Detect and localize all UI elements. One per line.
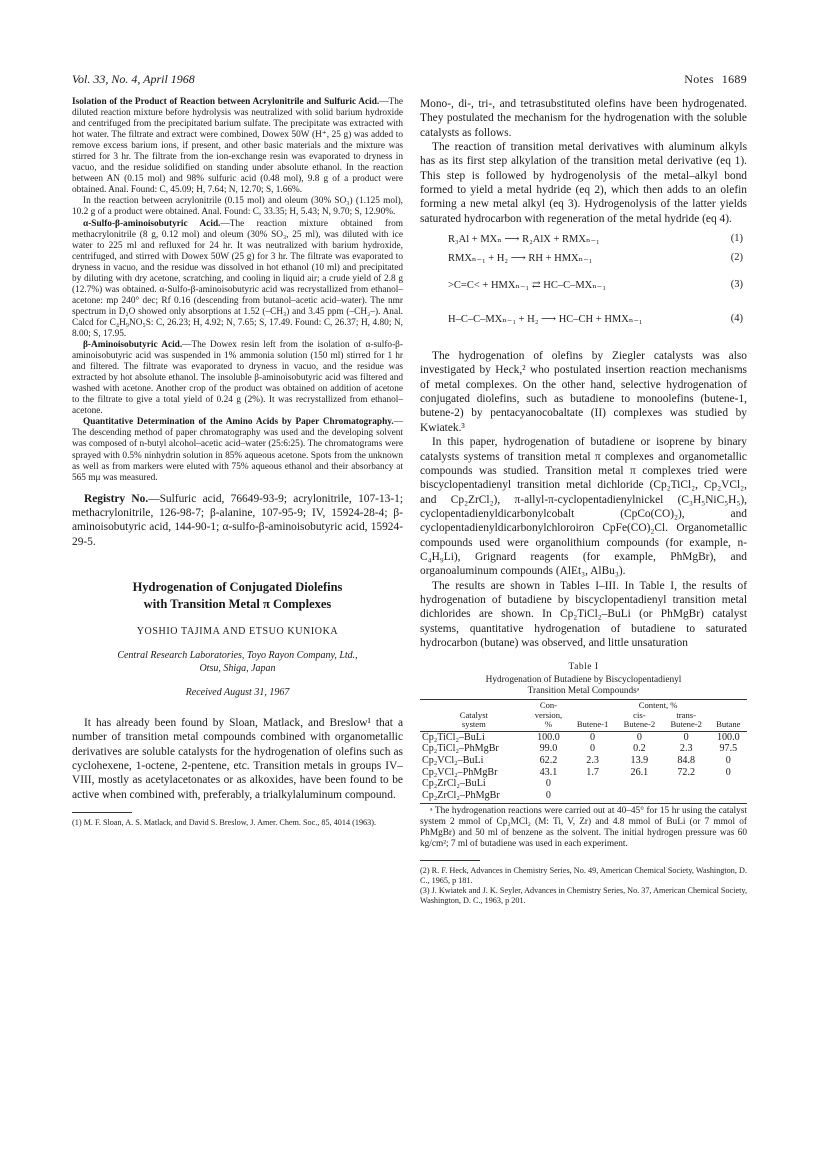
- column-header: cis-: [633, 709, 646, 720]
- equation-number: (1): [730, 233, 743, 245]
- page-number: 1689: [721, 72, 747, 86]
- equation-expression: >C=C< + HMXₙ₋₁ ⇄ HC–C–MXₙ₋₁: [448, 280, 606, 292]
- column-header: Butene-1: [569, 720, 616, 731]
- paragraph-text: —The Dowex resin left from the isolation of α-sulfo-β-aminoisobutyric acid was suspended in 1% ammonia solution (150 ml) stirred for 1 hr and filtered. The filtrate was evaporated to dryness in vacuo, and the residue was extracted by hot absolute ethanol. The insoluble β-aminoisobutyric acid was filtered and washed with acetone. Another crop of the product was obtained on addition of acetone to the filtrate to give a total yield of 0.24 g (2%). It was recrystallized from ethanol–acetone.: [72, 340, 403, 417]
- table-cell: 97.5: [719, 743, 738, 755]
- authors: YOSHIO TAJIMA AND ETSUO KUNIOKA: [136, 626, 339, 638]
- footnote-rule: [420, 860, 480, 861]
- article-title: [72, 579, 403, 613]
- paragraph-text: —The diluted reaction mixture before hydrolysis was neutralized with solid barium hydroxide and centrifuged from the precipitated barium sulfate. The precipitate was extracted with hot water. The filtrate and extract were combined, Dowex 50W (H⁺, 25 g) was added to remove excess barium ions, if present, and other basic materials and the mixture was stirred for 3 hr. The filtrate from the ion-exchange resin was evaporated to dryness in vacuo, and the residue solidified on standing under absolute ethanol. In the reaction between AN (0.15 mol) and 98% sulfuric acid (0.48 mol), 9.8 g of a product were obtained. Anal. Found: C, 45.09; H, 7.64; N, 12.70; S, 1.66%.: [72, 97, 403, 196]
- table-body: [420, 731, 747, 801]
- experimental-paragraph: [72, 97, 403, 196]
- table-cell: [616, 790, 663, 802]
- table-cell: 0: [683, 731, 689, 743]
- table-cell: 0: [725, 766, 731, 778]
- affiliation-line: Otsu, Shiga, Japan: [199, 663, 276, 675]
- equation: [420, 271, 747, 305]
- table-cell: 43.1: [539, 766, 558, 778]
- table-label: Table I: [568, 662, 599, 673]
- section-name: Notes: [684, 72, 714, 86]
- footnote-3: (3) J. Kwiatek and J. K. Seyler, Advances in Chemistry Series, No. 37, American Chemical Society, Washington, D. C., 1963, p 201.: [420, 886, 747, 906]
- table-cell: 13.9: [630, 755, 649, 766]
- table-cell: 72.2: [677, 766, 696, 778]
- table-cell: [663, 790, 710, 802]
- received-date: Received August 31, 1967: [185, 687, 290, 699]
- column-header: Catalyst: [459, 709, 488, 720]
- experimental-paragraph: [72, 340, 403, 417]
- paragraph-text: —The reaction mixture obtained from methacrylonitrile (8 g, 0.12 mol) and oleum (30% SO₃, 25 ml), was diluted with ice water to 225 ml and refluxed for 24 hr. It was neutralized with barium hydroxide, centrifuged, and stirred with Dowex 50W (25 g) for 3 hr. The filtrate was evaporated to dryness in vacuo, and the residue was dissolved in hot ethanol (10 ml) and precipitated by diluting with dry acetone, scratching, and cooling in liquid air; a crude yield of 2.8 g (12.7%) was obtained. α-Sulfo-β-aminoisobutyric acid was recrystallized from ethanol–acetone: mp 240° dec; Rf 0.16 (descending from butanol–acetic acid–water). The nmr spectrum in D₂O showed only absorptions at 1.52 (–CH₃) and 3.45 ppm (–CH₂–). Anal. Calcd for C₄H₉NO₅S: C, 26.23; H, 4.92; N, 7.65; S, 17.49. Found: C, 26.37; H, 4.80; N, 8.00; S, 17.95.: [72, 218, 403, 339]
- journal-volume: Vol. 33, No. 4, April 1968: [72, 72, 195, 86]
- table-cell: 0: [636, 731, 642, 743]
- table-cell: 62.2: [539, 755, 558, 766]
- equation-expression: RMXₙ₋₁ + H₂ ⟶ RH + HMXₙ₋₁: [448, 253, 593, 265]
- section-and-page: [684, 72, 747, 87]
- column-header: trans-: [676, 709, 696, 720]
- table-cell: Cp₂ZrCl₂–PhMgBr: [422, 789, 500, 801]
- experimental-section: [72, 97, 403, 484]
- footnote-rule: [72, 812, 132, 813]
- registry-label: Registry No.: [84, 492, 149, 505]
- table-row: [420, 767, 747, 779]
- body-paragraph: The reaction of transition metal derivatives with aluminum alkyls has as its first step alkylation of the transition metal derivative (eq 1). This step is followed by hydrogenolysis of the metal–alkyl bond formed to yield a metal hydride (eq 2), which then adds to an olefin forming a new metal alkyl (eq 3). Hydrogenolysis of the latter yields saturated hydrocarbon with regeneration of the metal hydride (eq 4).: [420, 141, 747, 225]
- table-cell: 0: [545, 789, 551, 801]
- table-caption: [420, 675, 747, 697]
- column-header: %: [528, 720, 569, 731]
- table-1: [420, 662, 747, 850]
- table-cell: 0: [545, 778, 551, 790]
- body-paragraph: Mono-, di-, tri-, and tetrasubstituted olefins have been hydrogenated. They postulated the mechanism for the hydrogenation with the soluble catalysts as follows.: [420, 98, 747, 139]
- equations-block: [420, 233, 747, 339]
- column-header: system: [420, 720, 528, 731]
- table-caption-line: Transition Metal Compoundsᵃ: [527, 686, 640, 697]
- article-title-line: with Transition Metal π Complexes: [143, 597, 332, 612]
- table-cell: 0: [590, 731, 596, 743]
- equation-expression: H–C–C–MXₙ₋₁ + H₂ ⟶ HC–CH + HMXₙ₋₁: [448, 314, 643, 326]
- run-in-heading: α-Sulfo-β-aminoisobutyric Acid.: [83, 218, 221, 229]
- table-cell: Cp₂ZrCl₂–BuLi: [422, 778, 486, 790]
- run-in-heading: Quantitative Determination of the Amino Acids by Paper Chromatography.: [83, 417, 394, 428]
- experimental-paragraph: [72, 417, 403, 483]
- body-paragraph: In this paper, hydrogenation of butadiene or isoprene by binary catalysts systems of transition metal π complexes and organometallic compounds was studied. Transition metal π complexes tried were biscyclopentadienyl transition metal dichloride (Cp₂TiCl₂, Cp₂VCl₂, and Cp₂ZrCl₂), π-allyl-π-cyclopentadienylnickel (C₃H₅NiC₅H₅), cyclopentadienyldicarbonylcobalt (CpCo(CO)₂), and cyclopentadienyldicarbonylchloroiron CpFe(CO)₂Cl. Organometallic compounds used were organolithium compounds (for example, n-C₄H₉Li), Grignard reagents (for example, PhMgBr), and organoaluminum compounds (AlEt₃, AlBu₃).: [420, 436, 747, 578]
- paragraph-text: In the reaction between acrylonitrile (0.15 mol) and oleum (30% SO₃) (1.125 mol), 10.2 g of a product were obtained. Anal. Found: C, 33.35; H, 5.43; N, 9.70; S, 12.90%.: [72, 196, 403, 218]
- affiliation-line: Central Research Laboratories, Toyo Rayon Company, Ltd.,: [117, 650, 358, 662]
- run-in-heading: Isolation of the Product of Reaction between Acrylonitrile and Sulfuric Acid.: [72, 97, 380, 107]
- table-cell: 0: [725, 755, 731, 766]
- equation: [420, 305, 747, 339]
- intro-paragraph: It has already been found by Sloan, Matlack, and Breslow¹ that a number of transition metal compounds combined with organometallic derivatives are soluble catalysts for the hydrogenation of olefins such as cyclohexene, 1-octene, 2-pentene, etc. Transition metals in groups IV–VIII, mostly as acetylacetonates or as alkoxides, have been found to be active when combined with, preferably, a trialkylaluminum compound.: [72, 717, 403, 801]
- table-cell: Cp₂VCl₂–BuLi: [422, 755, 484, 766]
- table-cell: 0.2: [633, 743, 646, 755]
- equation-number: (2): [730, 252, 743, 264]
- table-cell: 1.7: [586, 766, 599, 778]
- run-in-heading: β-Aminoisobutyric Acid.: [83, 340, 183, 351]
- footnote-2: (2) R. F. Heck, Advances in Chemistry Series, No. 49, American Chemical Society, Washington, D. C., 1965, p 181.: [420, 866, 747, 886]
- table-cell: [569, 778, 616, 790]
- table-cell: [569, 790, 616, 802]
- table-header-row: [420, 720, 747, 731]
- data-table: [420, 699, 747, 801]
- equation-expression: R₃Al + MXₙ ⟶ R₂AlX + RMXₙ₋₁: [448, 234, 600, 246]
- table-cell: 26.1: [630, 766, 649, 778]
- running-header: [72, 72, 747, 88]
- experimental-paragraph: [72, 219, 403, 341]
- table-cell: [710, 790, 747, 802]
- equation: [420, 233, 747, 252]
- table-cell: 0: [590, 743, 596, 755]
- table-cell: [616, 778, 663, 790]
- column-group-header: Content, %: [569, 700, 747, 711]
- table-row: [420, 778, 747, 790]
- table-cell: 100.0: [716, 731, 740, 743]
- table-cell: 2.3: [679, 743, 693, 755]
- table-caption-line: Hydrogenation of Butadiene by Biscyclopentadienyl: [485, 675, 682, 686]
- table-cell: 100.0: [537, 731, 560, 743]
- table-cell: 84.8: [677, 755, 696, 766]
- footnote-1: (1) M. F. Sloan, A. S. Matlack, and David S. Breslow, J. Amer. Chem. Soc., 85, 4014 (1963).: [72, 818, 377, 828]
- table-row: [420, 743, 747, 755]
- equation-number: (3): [730, 279, 743, 291]
- table-footnote-text: ᵃ The hydrogenation reactions were carried out at 40–45° for 15 hr using the catalyst system 2 mmol of Cp₂MCl₂ (M: Ti, V, Zr) and 4.8 mmol of BuLi (or 7 mmol of PhMgBr) and 50 ml of benzene as the solvent. The initial hydrogen pressure was 60 kg/cm²; 7 ml of butadiene was used in each experiment.: [420, 806, 747, 850]
- equation-number: (4): [730, 313, 743, 325]
- experimental-paragraph: [72, 196, 403, 218]
- table-cell: Cp₂TiCl₂–PhMgBr: [422, 743, 499, 755]
- table-cell: 99.0: [539, 743, 558, 755]
- registry-text: —Sulfuric acid, 76649-93-9; acrylonitrile, 107-13-1; methacrylonitrile, 126-98-7; β-alanine, 107-95-9; IV, 15924-28-4; β-aminoisobutyric acid, 144-90-1; α-sulfo-β-aminoisobutyric acid, 15924-29-5.: [72, 492, 403, 548]
- left-column: [72, 97, 403, 828]
- table-cell: [710, 778, 747, 790]
- registry-numbers: [72, 492, 403, 549]
- column-header: Butene-2: [663, 720, 710, 731]
- article-title-line: Hydrogenation of Conjugated Diolefins: [132, 580, 343, 595]
- table-cell: [663, 778, 710, 790]
- column-header: Butane: [710, 720, 747, 731]
- right-column: [420, 97, 747, 906]
- table-cell: Cp₂TiCl₂–BuLi: [422, 731, 485, 743]
- column-header: version,: [534, 709, 563, 720]
- paragraph-text: —The descending method of paper chromatography was used and the developing solvent was composed of n-butyl alcohol–acetic acid–water (25:6:25). The chromatograms were sprayed with 0.5% ninhydrin solution in 85% aqueous acetone. Spots from the unknown as well as from markers were eluted with 75% aqueous ethanol and their absorbancy at 565 mμ was measured.: [72, 417, 403, 483]
- table-footnote: [420, 803, 747, 850]
- table-row: [420, 731, 747, 743]
- table-row: [420, 755, 747, 767]
- table-cell: Cp₂VCl₂–PhMgBr: [422, 766, 498, 778]
- table-cell: 2.3: [586, 755, 599, 766]
- body-paragraph: The results are shown in Tables I–III. In Table I, the results of hydrogenation of butadiene by biscyclopentadienyl transition metal dichlorides are shown. In Cp₂TiCl₂–BuLi (or PhMgBr) catalyst systems, quantitative hydrogenation of butadiene to saturated hydrocarbon (butane) was observed, and little unsaturation: [420, 579, 747, 649]
- table-row: [420, 790, 747, 802]
- column-header: Butene-2: [616, 720, 663, 731]
- affiliation: [72, 649, 403, 675]
- equation: [420, 252, 747, 271]
- column-header: Con-: [528, 700, 569, 711]
- body-paragraph: The hydrogenation of olefins by Ziegler catalysts was also investigated by Heck,² who postulated insertion reaction mechanisms of metal complexes. On the other hand, selective hydrogenation of conjugated diolefins, such as butadiene to monoolefins (butene-1, butene-2) by pentacyanocobaltate (II) complexes was studied by Kwiatek.³: [420, 350, 747, 434]
